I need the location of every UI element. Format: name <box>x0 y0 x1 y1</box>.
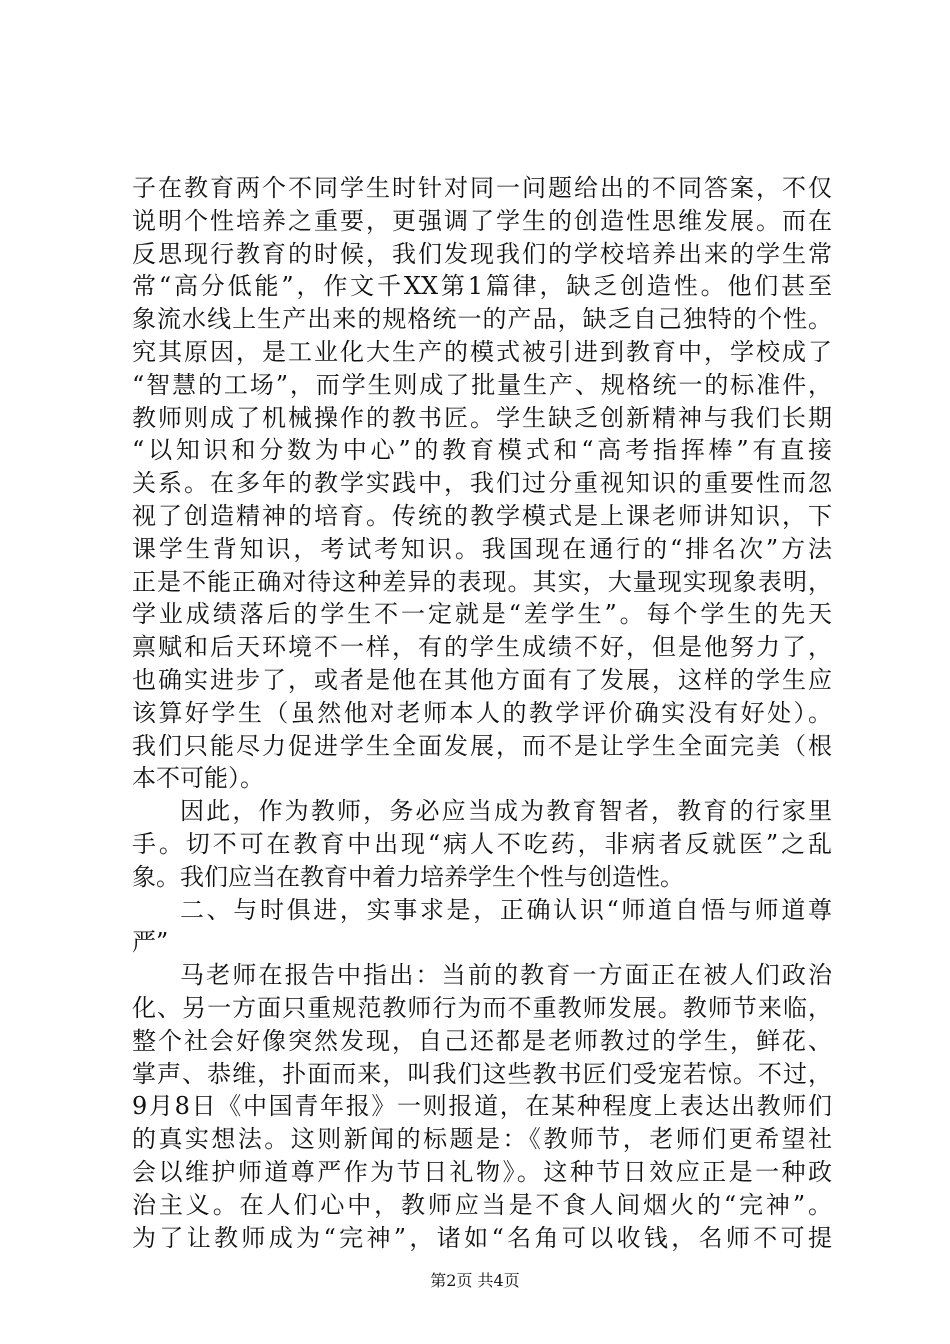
text-line: 我们只能尽力促进学生全面发展，而不是让学生全面完美（根 <box>132 731 832 760</box>
text-line: 视了创造精神的培育。传统的教学模式是上课老师讲知识，下 <box>132 501 832 530</box>
text-line: 马老师在报告中指出：当前的教育一方面正在被人们政治 <box>180 961 832 990</box>
text-line: 整个社会好像突然发现，自己还都是老师教过的学生，鲜花、 <box>132 1026 832 1055</box>
text-line: 本不可能）。 <box>132 764 264 793</box>
text-line: 也确实进步了，或者是他在其他方面有了发展，这样的学生应 <box>132 665 832 694</box>
text-line: 手。切不可在教育中出现“病人不吃药，非病者反就医”之乱 <box>132 829 832 858</box>
text-line: 课学生背知识，考试考知识。我国现在通行的“排名次”方法 <box>132 534 832 563</box>
text-line: 说明个性培养之重要，更强调了学生的创造性思维发展。而在 <box>132 206 832 235</box>
text-line: 反思现行教育的时候，我们发现我们的学校培养出来的学生常 <box>132 239 832 268</box>
text-line: 治主义。在人们心中，教师应当是不食人间烟火的“完神”。 <box>132 1190 832 1219</box>
text-line: 掌声、恭维，扑面而来，叫我们这些教书匠们受宠若惊。不过， <box>132 1059 832 1088</box>
text-line: 化、另一方面只重规范教师行为而不重教师发展。教师节来临， <box>132 993 832 1022</box>
text-line: 学业成绩落后的学生不一定就是“差学生”。每个学生的先天 <box>132 600 832 629</box>
text-line: 关系。在多年的教学实践中，我们过分重视知识的重要性而忽 <box>132 469 832 498</box>
text-line: 的真实想法。这则新闻的标题是：《教师节，老师们更希望社 <box>132 1125 832 1154</box>
text-line: 子在教育两个不同学生时针对同一问题给出的不同答案，不仅 <box>132 174 832 202</box>
text-line: 为了让教师成为“完神”，诸如“名角可以收钱，名师不可提 <box>132 1223 832 1252</box>
text-line: 象。我们应当在教育中着力培养学生个性与创造性。 <box>132 862 684 891</box>
text-line: 因此，作为教师，务必应当成为教育智者，教育的行家里 <box>180 797 832 826</box>
text-line: 会以维护师道尊严作为节日礼物》。这种节日效应正是一种政 <box>132 1157 832 1186</box>
text-line: 二、与时俱进，实事求是，正确认识“师道自悟与师道尊 <box>180 895 832 924</box>
text-line: 象流水线上生产出来的规格统一的产品，缺乏自己独特的个性。 <box>132 305 832 334</box>
text-line: 严” <box>132 928 169 957</box>
text-line: 教师则成了机械操作的教书匠。学生缺乏创新精神与我们长期 <box>132 403 832 432</box>
text-line: “以知识和分数为中心”的教育模式和“高考指挥棒”有直接 <box>132 436 832 465</box>
text-line: 9月8日《中国青年报》一则报道，在某种程度上表达出教师们 <box>132 1092 832 1121</box>
text-line: 常“高分低能”，作文千XX第1篇律，缺乏创造性。他们甚至 <box>132 272 832 301</box>
text-line: 该算好学生（虽然他对老师本人的教学评价确实没有好处）。 <box>132 698 832 727</box>
body-text <box>132 172 832 1254</box>
text-line: 正是不能正确对待这种差异的表现。其实，大量现实现象表明， <box>132 567 832 596</box>
text-line: 究其原因，是工业化大生产的模式被引进到教育中，学校成了 <box>132 337 832 366</box>
text-line: “智慧的工场”，而学生则成了批量生产、规格统一的标准件， <box>132 370 832 399</box>
text-line: 禀赋和后天环境不一样，有的学生成绩不好，但是他努力了， <box>132 633 832 662</box>
page-number-footer: 第2页 共4页 <box>430 1271 520 1290</box>
